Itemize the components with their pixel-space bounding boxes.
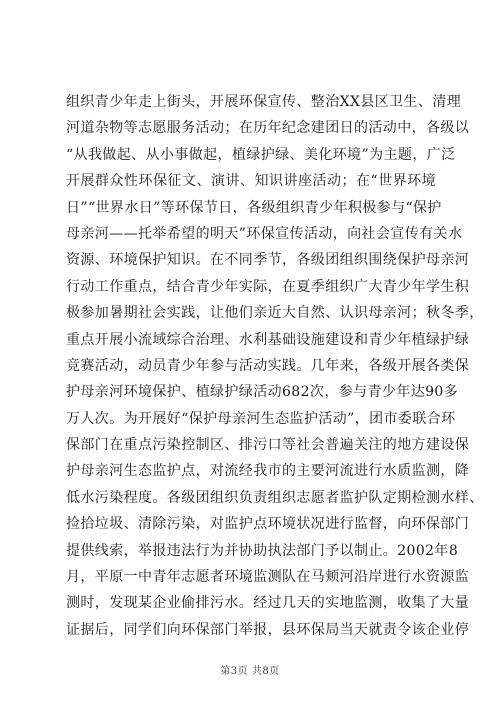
text-line: 证据后，同学们向环保部门举报，县环保局当天就责令该企业停 xyxy=(66,621,470,638)
text-line: “从我做起、从小事做起，植绿护绿、美化环境”为主题，广泛 xyxy=(66,146,456,163)
text-line: 月，平原一中青年志愿者环境监测队在马颊河沿岸进行水资源监 xyxy=(66,569,470,586)
text-line: 竞赛活动，动员青少年参与活动实践。几年来，各级开展各类保 xyxy=(66,357,470,374)
text-line: 河道杂物等志愿服务活动；在历年纪念建团日的活动中，各级以 xyxy=(66,120,470,137)
text-line: 护母亲河环境保护、植绿护绿活动682次，参与青少年达90多 xyxy=(66,384,459,401)
text-line: 护母亲河生态监护点，对流经我市的主要河流进行水质监测，降 xyxy=(66,463,470,480)
text-line: 组织青少年走上街头，开展环保宣传、整治XX县区卫生、清理 xyxy=(66,94,462,110)
text-line: 母亲河——托举希望的明天”环保宣传活动，向社会宣传有关水 xyxy=(66,225,463,242)
text-line: 日”“世界水日”等环保节日，各级组织青少年积极参与“保护 xyxy=(66,199,442,216)
body-paragraph xyxy=(66,89,484,643)
text-line: 开展群众性环保征文、演讲、知识讲座活动；在“世界环境 xyxy=(66,173,436,190)
text-line: 行动工作重点，结合青少年实际，在夏季组织广大青少年学生积 xyxy=(66,278,470,295)
text-line: 捡拾垃圾、清除污染，对监护点环境状况进行监督，向环保部门 xyxy=(66,516,470,533)
text-line: 提供线索，举报违法行为并协助执法部门予以制止。2002年8 xyxy=(66,542,459,559)
text-line: 极参加暑期社会实践，让他们亲近大自然、认识母亲河；秋冬季， xyxy=(66,305,484,322)
text-line: 保部门在重点污染控制区、排污口等社会普遍关注的地方建设保 xyxy=(66,437,470,454)
text-line: 资源、环境保护知识。在不同季节，各级团组织围绕保护母亲河 xyxy=(66,252,470,269)
text-line: 万人次。为开展好“保护母亲河生态监护活动”，团市委联合环 xyxy=(66,410,456,427)
text-line: 重点开展小流域综合治理、水利基础设施建设和青少年植绿护绿 xyxy=(66,331,470,348)
text-line: 测时，发现某企业偷排污水。经过几天的实地监测，收集了大量 xyxy=(66,595,470,612)
page-number-footer: 第3页 共8页 xyxy=(220,666,280,677)
text-line: 低水污染程度。各级团组织负责组织志愿者监护队定期检测水样、 xyxy=(66,489,484,506)
